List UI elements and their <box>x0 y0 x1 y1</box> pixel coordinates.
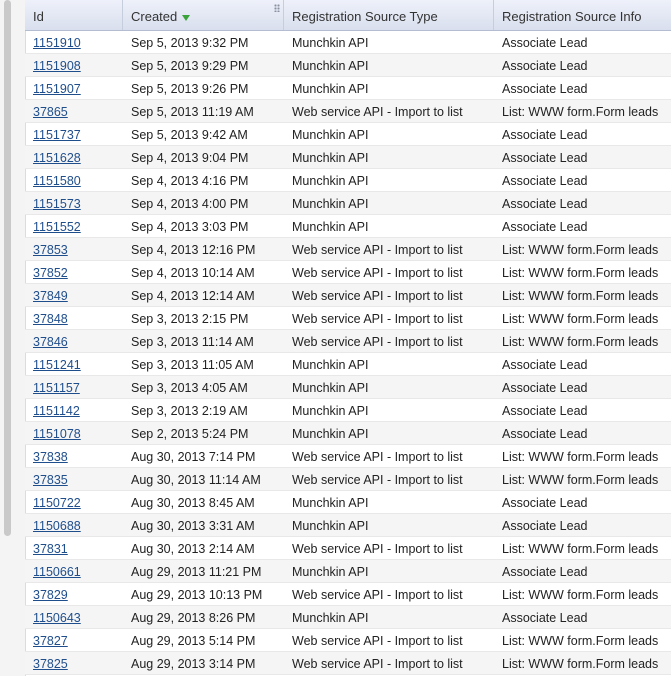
cell-registration-source-type: Web service API - Import to list <box>292 634 463 648</box>
cell-id <box>25 353 123 375</box>
table-row[interactable] <box>25 54 671 77</box>
cell-registration-source-info: Associate Lead <box>502 427 588 441</box>
lead-id-link[interactable]: 37825 <box>33 657 68 671</box>
lead-id-link[interactable]: 1150688 <box>33 519 81 533</box>
column-header-registration-source-type[interactable] <box>284 0 494 30</box>
cell-id <box>25 123 123 145</box>
cell-id <box>25 376 123 398</box>
cell-created: Aug 30, 2013 7:14 PM <box>131 450 256 464</box>
cell-created: Aug 30, 2013 8:45 AM <box>131 496 255 510</box>
lead-id-link[interactable]: 1150722 <box>33 496 81 510</box>
cell-registration-source-type: Munchkin API <box>292 36 369 50</box>
table-row[interactable] <box>25 606 671 629</box>
cell-id <box>25 399 123 421</box>
cell-id <box>25 261 123 283</box>
column-header-label: Created <box>131 9 178 24</box>
lead-id-link[interactable]: 1151908 <box>33 59 81 73</box>
cell-registration-source-type: Web service API - Import to list <box>292 312 463 326</box>
cell-id <box>25 215 123 237</box>
cell-id <box>25 514 123 536</box>
cell-created: Sep 4, 2013 12:16 PM <box>131 243 256 257</box>
cell-registration-source-type: Web service API - Import to list <box>292 335 463 349</box>
cell-registration-source-info: Associate Lead <box>502 36 588 50</box>
cell-registration-source-info: List: WWW form.Form leads <box>502 473 659 487</box>
table-row[interactable] <box>25 399 671 422</box>
table-row[interactable] <box>25 514 671 537</box>
scrollbar-thumb[interactable] <box>4 0 11 536</box>
lead-id-link[interactable]: 1151628 <box>33 151 81 165</box>
cell-created: Aug 29, 2013 10:13 PM <box>131 588 263 602</box>
table-row[interactable] <box>25 77 671 100</box>
cell-registration-source-type: Web service API - Import to list <box>292 243 463 257</box>
lead-id-link[interactable]: 1151241 <box>33 358 81 372</box>
lead-id-link[interactable]: 1151580 <box>33 174 81 188</box>
table-row[interactable] <box>25 123 671 146</box>
cell-registration-source-info: List: WWW form.Form leads <box>502 657 659 671</box>
cell-created: Aug 30, 2013 2:14 AM <box>131 542 255 556</box>
cell-registration-source-type: Munchkin API <box>292 128 369 142</box>
lead-id-link[interactable]: 37849 <box>33 289 68 303</box>
cell-registration-source-type: Web service API - Import to list <box>292 588 463 602</box>
cell-registration-source-info: Associate Lead <box>502 59 588 73</box>
table-row[interactable] <box>25 629 671 652</box>
cell-id <box>25 422 123 444</box>
table-row[interactable] <box>25 583 671 606</box>
cell-created: Sep 4, 2013 12:14 AM <box>131 289 255 303</box>
cell-registration-source-info: Associate Lead <box>502 381 588 395</box>
cell-created: Aug 30, 2013 3:31 AM <box>131 519 255 533</box>
cell-id <box>25 100 123 122</box>
lead-id-link[interactable]: 1151737 <box>33 128 81 142</box>
cell-created: Aug 30, 2013 11:14 AM <box>131 473 261 487</box>
cell-created: Sep 3, 2013 11:05 AM <box>131 358 254 372</box>
cell-registration-source-info: Associate Lead <box>502 404 588 418</box>
lead-id-link[interactable]: 37827 <box>33 634 68 648</box>
cell-id <box>25 31 123 53</box>
table-row[interactable] <box>25 330 671 353</box>
table-row[interactable] <box>25 445 671 468</box>
cell-id <box>25 238 123 260</box>
lead-id-link[interactable]: 37852 <box>33 266 68 280</box>
table-row[interactable] <box>25 284 671 307</box>
table-row[interactable] <box>25 307 671 330</box>
table-row[interactable] <box>25 537 671 560</box>
cell-registration-source-type: Munchkin API <box>292 427 369 441</box>
cell-created: Sep 4, 2013 9:04 PM <box>131 151 249 165</box>
lead-id-link[interactable]: 1151552 <box>33 220 81 234</box>
grid-body <box>25 31 671 675</box>
column-header-registration-source-info[interactable] <box>494 0 671 30</box>
cell-registration-source-info: Associate Lead <box>502 174 588 188</box>
cell-created: Sep 4, 2013 4:00 PM <box>131 197 249 211</box>
cell-id <box>25 583 123 605</box>
lead-id-link[interactable]: 37865 <box>33 105 68 119</box>
cell-id <box>25 652 123 674</box>
cell-registration-source-type: Munchkin API <box>292 82 369 96</box>
cell-registration-source-info: Associate Lead <box>502 197 588 211</box>
cell-registration-source-info: List: WWW form.Form leads <box>502 266 659 280</box>
column-header-created[interactable] <box>123 0 284 30</box>
cell-id <box>25 54 123 76</box>
cell-registration-source-info: Associate Lead <box>502 358 588 372</box>
cell-created: Sep 5, 2013 9:29 PM <box>131 59 249 73</box>
cell-registration-source-info: List: WWW form.Form leads <box>502 450 659 464</box>
cell-registration-source-type: Web service API - Import to list <box>292 289 463 303</box>
table-row[interactable] <box>25 376 671 399</box>
cell-registration-source-type: Munchkin API <box>292 220 369 234</box>
cell-created: Sep 4, 2013 3:03 PM <box>131 220 249 234</box>
lead-id-link[interactable]: 37838 <box>33 450 68 464</box>
registration-grid <box>25 0 671 675</box>
lead-id-link[interactable]: 37829 <box>33 588 68 602</box>
cell-id <box>25 537 123 559</box>
lead-id-link[interactable]: 1151142 <box>33 404 80 418</box>
cell-id <box>25 307 123 329</box>
cell-created: Sep 3, 2013 2:15 PM <box>131 312 249 326</box>
cell-registration-source-info: Associate Lead <box>502 151 588 165</box>
cell-registration-source-info: List: WWW form.Form leads <box>502 588 659 602</box>
table-row[interactable] <box>25 261 671 284</box>
cell-registration-source-info: Associate Lead <box>502 496 588 510</box>
cell-registration-source-type: Web service API - Import to list <box>292 542 463 556</box>
cell-id <box>25 491 123 513</box>
cell-created: Sep 4, 2013 4:16 PM <box>131 174 249 188</box>
table-row[interactable] <box>25 422 671 445</box>
cell-id <box>25 192 123 214</box>
cell-registration-source-type: Munchkin API <box>292 358 369 372</box>
cell-id <box>25 169 123 191</box>
column-resize-grip-icon[interactable] <box>274 4 280 12</box>
table-row[interactable] <box>25 169 671 192</box>
column-header-label: Registration Source Info <box>502 9 642 24</box>
cell-created: Sep 3, 2013 11:14 AM <box>131 335 254 349</box>
table-row[interactable] <box>25 192 671 215</box>
cell-created: Sep 5, 2013 9:26 PM <box>131 82 249 96</box>
cell-created: Aug 29, 2013 3:14 PM <box>131 657 256 671</box>
cell-id <box>25 606 123 628</box>
cell-registration-source-type: Munchkin API <box>292 565 369 579</box>
cell-id <box>25 629 123 651</box>
cell-registration-source-type: Web service API - Import to list <box>292 105 463 119</box>
cell-registration-source-type: Munchkin API <box>292 496 369 510</box>
lead-id-link[interactable]: 1151157 <box>33 381 80 395</box>
cell-created: Sep 3, 2013 4:05 AM <box>131 381 248 395</box>
cell-registration-source-type: Munchkin API <box>292 59 369 73</box>
lead-id-link[interactable]: 37835 <box>33 473 68 487</box>
table-row[interactable] <box>25 491 671 514</box>
cell-registration-source-type: Munchkin API <box>292 381 369 395</box>
cell-registration-source-info: List: WWW form.Form leads <box>502 634 659 648</box>
cell-registration-source-info: Associate Lead <box>502 611 588 625</box>
cell-registration-source-info: List: WWW form.Form leads <box>502 542 659 556</box>
vertical-scrollbar[interactable] <box>0 0 26 676</box>
table-row[interactable] <box>25 215 671 238</box>
cell-registration-source-info: Associate Lead <box>502 565 588 579</box>
cell-created: Sep 5, 2013 9:42 AM <box>131 128 248 142</box>
cell-created: Aug 29, 2013 8:26 PM <box>131 611 256 625</box>
lead-id-link[interactable]: 37848 <box>33 312 68 326</box>
cell-registration-source-type: Munchkin API <box>292 197 369 211</box>
cell-created: Sep 5, 2013 9:32 PM <box>131 36 249 50</box>
cell-id <box>25 560 123 582</box>
cell-id <box>25 445 123 467</box>
table-row[interactable] <box>25 31 671 54</box>
cell-id <box>25 468 123 490</box>
cell-registration-source-info: List: WWW form.Form leads <box>502 335 659 349</box>
lead-id-link[interactable]: 1151907 <box>33 82 81 96</box>
lead-id-link[interactable]: 37831 <box>33 542 68 556</box>
cell-registration-source-type: Munchkin API <box>292 611 369 625</box>
cell-registration-source-type: Web service API - Import to list <box>292 657 463 671</box>
lead-id-link[interactable]: 1151910 <box>33 36 81 50</box>
cell-registration-source-info: List: WWW form.Form leads <box>502 289 659 303</box>
cell-id <box>25 330 123 352</box>
table-row[interactable] <box>25 353 671 376</box>
table-row[interactable] <box>25 468 671 491</box>
cell-id <box>25 284 123 306</box>
cell-registration-source-info: List: WWW form.Form leads <box>502 312 659 326</box>
lead-id-link[interactable]: 37853 <box>33 243 68 257</box>
cell-registration-source-info: Associate Lead <box>502 128 588 142</box>
grid-header <box>25 0 671 31</box>
column-header-label: Id <box>33 9 44 24</box>
cell-created: Sep 2, 2013 5:24 PM <box>131 427 249 441</box>
table-row[interactable] <box>25 100 671 123</box>
cell-registration-source-info: Associate Lead <box>502 82 588 96</box>
cell-created: Sep 5, 2013 11:19 AM <box>131 105 254 119</box>
cell-created: Aug 29, 2013 11:21 PM <box>131 565 262 579</box>
cell-created: Aug 29, 2013 5:14 PM <box>131 634 256 648</box>
cell-created: Sep 4, 2013 10:14 AM <box>131 266 255 280</box>
cell-id <box>25 146 123 168</box>
table-row[interactable] <box>25 146 671 169</box>
lead-id-link[interactable]: 1150643 <box>33 611 81 625</box>
cell-registration-source-info: List: WWW form.Form leads <box>502 243 659 257</box>
table-row[interactable] <box>25 560 671 583</box>
cell-created: Sep 3, 2013 2:19 AM <box>131 404 248 418</box>
table-row[interactable] <box>25 652 671 675</box>
cell-registration-source-info: Associate Lead <box>502 519 588 533</box>
column-header-label: Registration Source Type <box>292 9 438 24</box>
cell-registration-source-info: Associate Lead <box>502 220 588 234</box>
lead-id-link[interactable]: 1150661 <box>33 565 81 579</box>
lead-id-link[interactable]: 1151078 <box>33 427 81 441</box>
lead-id-link[interactable]: 37846 <box>33 335 68 349</box>
cell-registration-source-type: Munchkin API <box>292 519 369 533</box>
cell-registration-source-type: Web service API - Import to list <box>292 473 463 487</box>
cell-registration-source-type: Munchkin API <box>292 151 369 165</box>
lead-id-link[interactable]: 1151573 <box>33 197 81 211</box>
cell-registration-source-type: Munchkin API <box>292 174 369 188</box>
cell-registration-source-type: Munchkin API <box>292 404 369 418</box>
cell-registration-source-info: List: WWW form.Form leads <box>502 105 659 119</box>
sort-descending-icon[interactable] <box>182 15 190 21</box>
table-row[interactable] <box>25 238 671 261</box>
cell-registration-source-type: Web service API - Import to list <box>292 266 463 280</box>
column-header-id[interactable] <box>25 0 123 30</box>
cell-registration-source-type: Web service API - Import to list <box>292 450 463 464</box>
cell-id <box>25 77 123 99</box>
